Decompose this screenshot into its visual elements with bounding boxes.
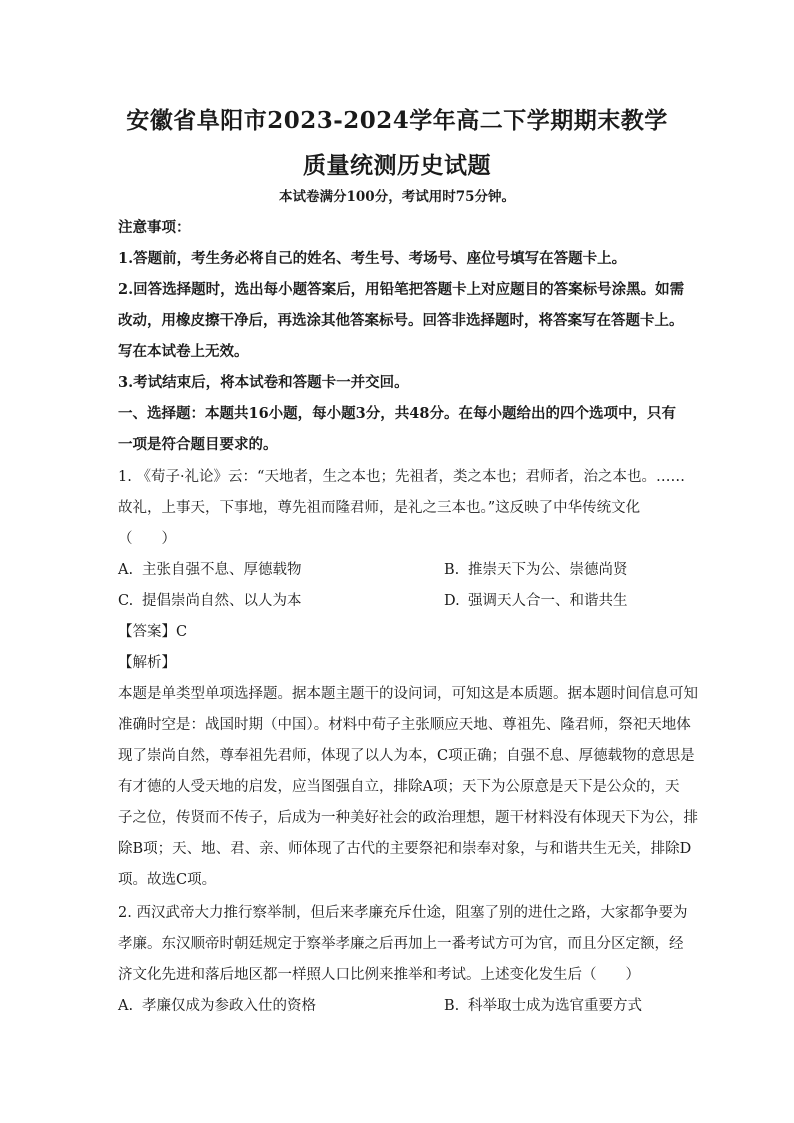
q1-stem-line3: （ ） [118, 531, 176, 547]
q1-analysis-line5: 子之位，传贤而不传子，后成为一种美好社会的政治理想，题干材料没有体现天下为公，排 [118, 810, 698, 826]
q1-option-a-letter: A. [118, 562, 134, 578]
q1-option-b-text: 推崇天下为公、崇德尚贤 [468, 562, 628, 578]
q2-option-a-text: 孝廉仅成为参政入仕的资格 [142, 998, 316, 1014]
q2-option-b-letter: B. [444, 998, 460, 1014]
exam-subtitle: 本试卷满分100分，考试用时75分钟。 [279, 189, 515, 205]
notes-item-2-line2: 改动，用橡皮擦干净后，再选涂其他答案标号。回答非选择题时，将答案写在答题卡上。 [118, 312, 684, 329]
q1-analysis-line6: 除B项；天、地、君、亲、师体现了古代的主要祭祀和崇奉对象，与和谐共生无关，排除D [118, 841, 692, 857]
exam-title-line2: 质量统测历史试题 [303, 152, 491, 179]
q1-option-c [118, 591, 302, 611]
q1-analysis-line7: 项。故选C项。 [118, 872, 217, 888]
q1-option-d-text: 强调天人合一、和谐共生 [468, 593, 628, 609]
notes-heading: 注意事项： [118, 219, 191, 236]
q2-stem-line1: 2. 西汉武帝大力推行察举制，但后来孝廉充斥仕途，阻塞了别的进仕之路，大家都争要为 [118, 905, 688, 921]
q1-option-b [444, 560, 628, 580]
q1-analysis-line4: 有才德的人受天地的启发，应当图强自立，排除A项；天下为公原意是天下是公众的，天 [118, 779, 680, 795]
q1-answer: 【答案】C [118, 624, 188, 640]
q1-option-a [118, 560, 302, 580]
q2-option-b [444, 996, 642, 1016]
q2-option-a-letter: A. [118, 998, 134, 1014]
q1-analysis-heading: 【解析】 [118, 655, 176, 671]
notes-item-3: 3.考试结束后，将本试卷和答题卡一并交回。 [118, 374, 409, 391]
section-heading-line1: 一、选择题：本题共16小题，每小题3分，共48分。在每小题给出的四个选项中，只有 [118, 405, 676, 422]
q1-option-b-letter: B. [444, 562, 460, 578]
q2-stem-line2: 孝廉。东汉顺帝时朝廷规定于察举孝廉之后再加上一番考试方可为官，而且分区定额，经 [118, 936, 684, 952]
q1-option-c-text: 提倡崇尚自然、以人为本 [142, 593, 302, 609]
q2-stem-line3: 济文化先进和落后地区都一样照人口比例来推举和考试。上述变化发生后（ ） [118, 967, 640, 983]
q1-stem-line2: 故礼，上事天，下事地，尊先祖而隆君师，是礼之三本也。”这反映了中华传统文化 [118, 500, 641, 516]
q2-option-a [118, 996, 316, 1016]
q1-option-c-letter: C. [118, 593, 134, 609]
q2-option-b-text: 科举取士成为选官重要方式 [468, 998, 642, 1014]
q1-option-d-letter: D. [444, 593, 460, 609]
q1-option-a-text: 主张自强不息、厚德载物 [142, 562, 302, 578]
exam-title-line1: 安徽省阜阳市2023-2024学年高二下学期期末教学 [126, 107, 668, 134]
section-heading-line2: 一项是符合题目要求的。 [118, 436, 278, 453]
q1-analysis-line1: 本题是单类型单项选择题。据本题主题干的设问词，可知这是本质题。据本题时间信息可知 [118, 686, 698, 702]
notes-item-2-line1: 2.回答选择题时，选出每小题答案后，用铅笔把答题卡上对应题目的答案标号涂黑。如需 [118, 281, 685, 298]
q1-analysis-line3: 现了崇尚自然，尊奉祖先君师，体现了以人为本，C项正确；自强不息、厚德载物的意思是 [118, 748, 695, 764]
notes-item-1: 1.答题前，考生务必将自己的姓名、考生号、考场号、座位号填写在答题卡上。 [118, 250, 627, 267]
q1-option-d [444, 591, 628, 611]
notes-item-2-line3: 写在本试卷上无效。 [118, 343, 249, 360]
q1-analysis-line2: 准确时空是：战国时期（中国）。材料中荀子主张顺应天地、尊祖先、隆君师，祭祀天地体 [118, 717, 691, 733]
q1-stem-line1: 1. 《荀子·礼论》云：“天地者，生之本也；先祖者，类之本也；君师者，治之本也。…… [118, 469, 685, 485]
